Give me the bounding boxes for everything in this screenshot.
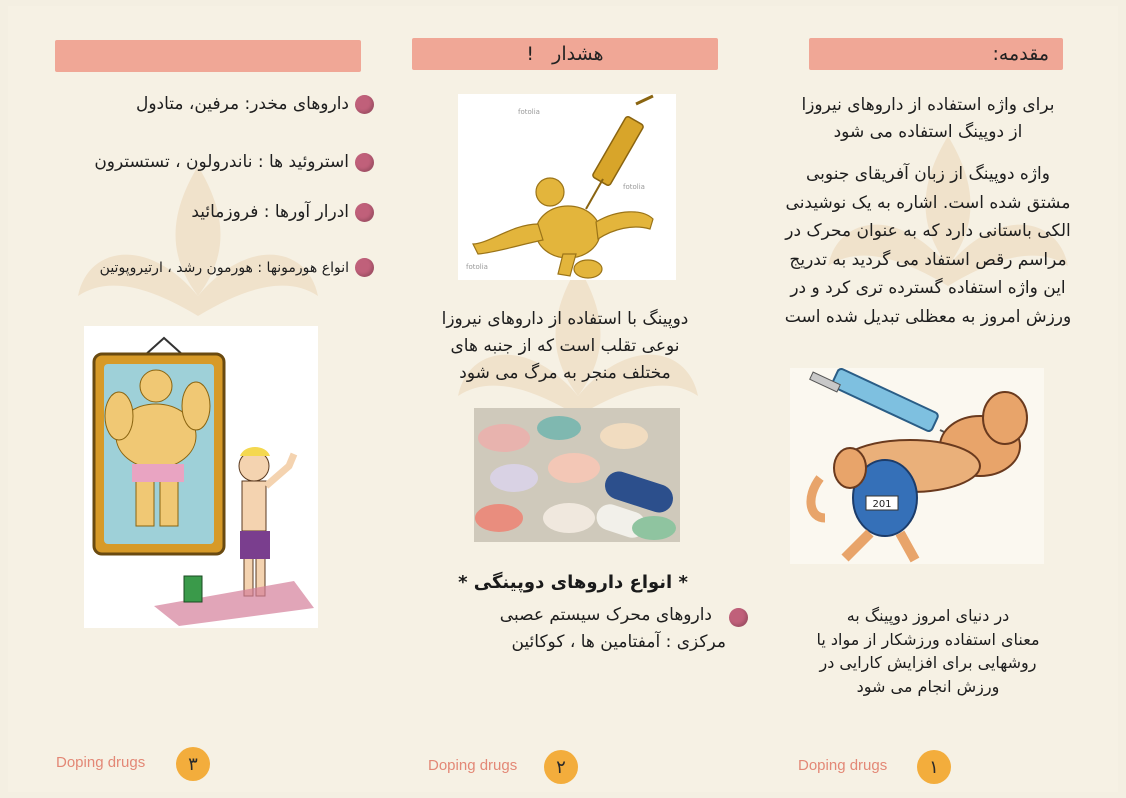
right-intro-line-1: برای واژه استفاده از داروهای نیروزا: [801, 95, 1055, 115]
left-panel-header: [55, 40, 361, 72]
bib-number: 201: [872, 499, 892, 510]
golden-syringe-icon: [586, 96, 653, 209]
drug-types-subheading: * انواع داروهای دوپینگی *: [458, 572, 688, 593]
left-footer-label: Doping drugs: [56, 754, 146, 771]
brochure-page: [8, 6, 1118, 792]
right-body-text: [738, 160, 1118, 331]
right-body-line-4: مراسم رقص استفاد می گردید به تدریج: [789, 249, 1067, 270]
middle-header-text: هشدار !: [526, 43, 604, 65]
left-bullet-dot-3: [355, 203, 374, 222]
left-bullet-2: [94, 152, 374, 172]
left-bullet-text-1: داروهای مخدر: مرفین، متادول: [135, 94, 349, 114]
left-bullet-1: [136, 94, 374, 114]
left-bullet-dot-4: [355, 258, 374, 277]
right-page-number: ۱: [917, 750, 951, 784]
right-body-line-3: الکی باستانی دارد که به عنوان محرک در: [785, 221, 1071, 241]
golden-figure-illustration: [458, 94, 676, 280]
syringe-icon: [810, 368, 965, 442]
right-bottom-line-4: ورزش انجام می شود: [856, 676, 1000, 696]
left-bullet-text-2: استروئید ها : ناندرولون ، تستسترون: [94, 152, 349, 172]
middle-paragraph-line-1: دوپینگ با استفاده از داروهای نیروزا: [441, 309, 689, 329]
middle-bullet-line-2: مرکزی : آمفتامین ها ، کوکائین: [511, 632, 726, 652]
right-bottom-line-3: روشهایی برای افزایش کارایی در: [819, 653, 1037, 672]
watermark-text-1: fotolia: [518, 108, 540, 116]
right-body-line-6: ورزش امروز به معظلی تبدیل شده است: [784, 306, 1072, 327]
middle-bullet-text: [406, 602, 726, 656]
pills-photo: [474, 408, 680, 542]
left-bullet-4: [100, 258, 374, 277]
middle-panel-header: [412, 38, 718, 70]
left-bullet-dot-2: [355, 153, 374, 172]
middle-page-number: ۲: [544, 750, 578, 784]
middle-paragraph: [392, 306, 738, 387]
left-bullet-text-3: ادرار آورها : فروزمائید: [191, 202, 349, 222]
athlete-illustration: [790, 368, 1044, 564]
middle-footer-label: Doping drugs: [428, 757, 518, 774]
left-bullet-3: [191, 202, 374, 222]
middle-bullet-dot: [729, 608, 748, 627]
middle-paragraph-line-2: نوعی تقلب است که از جنبه های: [450, 336, 680, 356]
right-intro-line-2: از دوپینگ استفاده می شود: [833, 122, 1023, 142]
watermark-text-2: fotolia: [623, 183, 645, 191]
right-footer-label: Doping drugs: [798, 757, 888, 774]
right-body-line-1: واژه دوپینگ از زبان آفریقای جنوبی: [806, 164, 1050, 184]
watermark-text-3: fotolia: [466, 263, 488, 271]
left-bullet-text-4: انواع هورمونها : هورمون رشد ، ارتیروپوتین: [99, 259, 349, 276]
boy-mirror-illustration: [84, 326, 318, 628]
right-header-text: مقدمه:: [992, 43, 1049, 65]
right-body-line-2: مشتق شده است. اشاره به یک نوشیدنی: [785, 192, 1071, 213]
right-bottom-text: [758, 604, 1098, 698]
middle-bullet-line-1: داروهای محرک سیستم عصبی: [499, 605, 712, 625]
right-body-line-5: این واژه استفاده گسترده تری کرد و در: [790, 278, 1066, 298]
right-intro-text: [738, 92, 1118, 146]
right-panel-header: [809, 38, 1063, 70]
right-bottom-line-2: معنای استفاده ورزشکار از مواد یا: [816, 629, 1040, 649]
left-page-number: ۳: [176, 747, 210, 781]
middle-paragraph-line-3: مختلف منجر به مرگ می شود: [459, 363, 671, 383]
left-bullet-dot-1: [355, 95, 374, 114]
right-bottom-line-1: در دنیای امروز دوپینگ به: [846, 606, 1010, 625]
